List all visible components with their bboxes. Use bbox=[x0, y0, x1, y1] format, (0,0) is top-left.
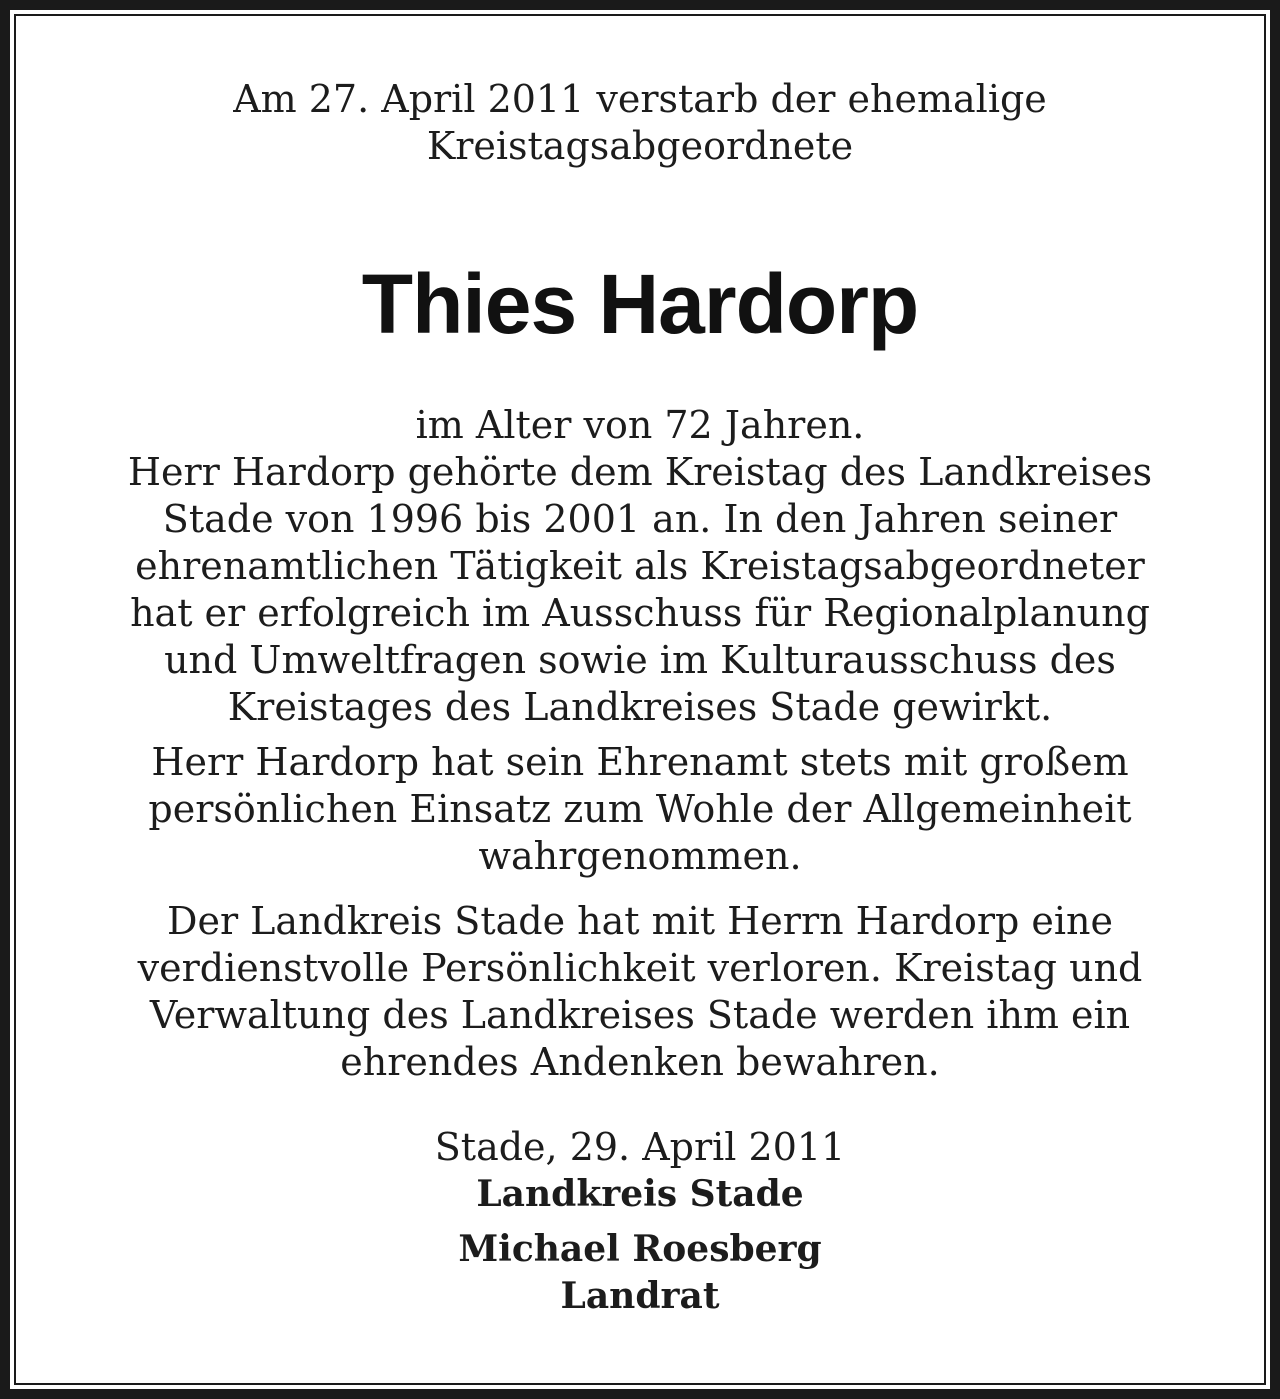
paragraph-line: hat er erfolgreich im Ausschuss für Regionalplanung bbox=[130, 591, 1150, 635]
paragraph-line: Herr Hardorp hat sein Ehrenamt stets mit großem bbox=[151, 740, 1129, 784]
signatory-title: Landrat bbox=[560, 1275, 720, 1317]
signatory-name: Michael Roesberg bbox=[458, 1228, 822, 1270]
intro-block bbox=[30, 76, 1250, 170]
paragraph-line: Stade von 1996 bis 2001 an. In den Jahren seiner bbox=[162, 497, 1118, 541]
paragraph-tribute bbox=[30, 898, 1250, 1086]
signature-block bbox=[30, 1226, 1250, 1320]
paragraph-line: Der Landkreis Stade hat mit Herrn Hardorp eine bbox=[166, 899, 1113, 943]
intro-line: Kreistagsabgeordnete bbox=[426, 124, 854, 168]
place-date: Stade, 29. April 2011 bbox=[434, 1125, 846, 1169]
paragraph-line: verdienstvolle Persönlichkeit verloren. Kreistag und bbox=[137, 946, 1143, 990]
paragraph-line: Verwaltung des Landkreises Stade werden ihm ein bbox=[149, 993, 1131, 1037]
paragraph-line: Herr Hardorp gehörte dem Kreistag des Landkreises bbox=[127, 450, 1153, 494]
paragraph-line: und Umweltfragen sowie im Kulturausschuss des bbox=[164, 638, 1116, 682]
paragraph-service bbox=[30, 449, 1250, 731]
paragraph-line: wahrgenommen. bbox=[478, 834, 802, 878]
paragraph-line: Kreistages des Landkreises Stade gewirkt. bbox=[227, 685, 1053, 729]
paragraph-line: ehrenamtlichen Tätigkeit als Kreistagsabgeordneter bbox=[135, 544, 1145, 588]
paragraph-line: persönlichen Einsatz zum Wohle der Allgemeinheit bbox=[148, 787, 1132, 831]
intro-line: Am 27. April 2011 verstarb der ehemalige bbox=[233, 77, 1047, 121]
notice-content bbox=[30, 10, 1250, 1320]
paragraph-line: ehrendes Andenken bewahren. bbox=[340, 1040, 940, 1084]
organization-name: Landkreis Stade bbox=[476, 1173, 804, 1215]
paragraph-honor bbox=[30, 739, 1250, 880]
age-line: im Alter von 72 Jahren. bbox=[415, 403, 865, 447]
deceased-name: Thies Hardorp bbox=[361, 257, 919, 351]
